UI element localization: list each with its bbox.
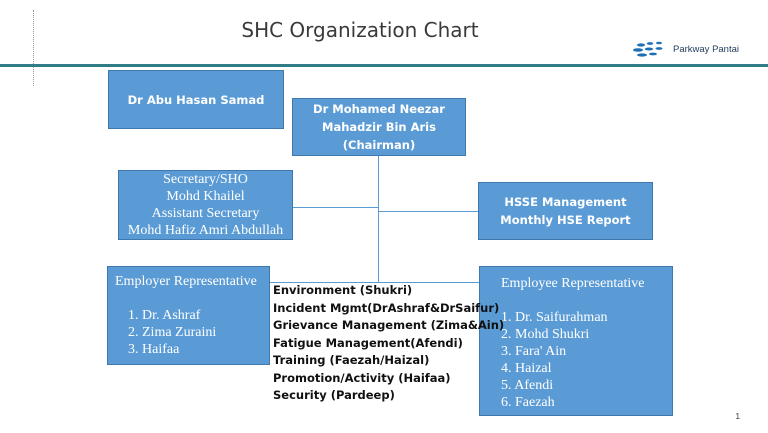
- connector-hsse: [379, 211, 478, 212]
- committee-list: [273, 282, 504, 405]
- hsse-title: HSSE Management: [504, 195, 627, 209]
- advisor-name: Dr Abu Hasan Samad: [127, 92, 265, 107]
- slide-guide: [33, 10, 34, 86]
- employer-rep-member: 3. Haifaa: [128, 342, 180, 357]
- employee-rep-member: 1. Dr. Saifurahman: [501, 310, 608, 325]
- employee-rep-member: 2. Mohd Shukri: [501, 327, 590, 342]
- employer-rep-member: 1. Dr. Ashraf: [128, 308, 201, 323]
- secretary-box: [118, 170, 293, 240]
- committee-item: Incident Mgmt(DrAshraf&DrSaifur): [273, 300, 500, 315]
- hsse-report: Monthly HSE Report: [500, 213, 631, 227]
- parkway-swirl-icon: [632, 40, 670, 60]
- committee-item: Fatigue Management(Afendi): [273, 335, 463, 350]
- assistant-secretary-name: Mohd Hafiz Amri Abdullah: [127, 223, 284, 238]
- employee-rep-member: 3. Fara' Ain: [501, 344, 567, 359]
- secretary-name: Mohd Khailel: [166, 189, 245, 204]
- advisor-box: [108, 70, 284, 129]
- committee-item: Promotion/Activity (Haifaa): [273, 370, 451, 385]
- connector-secretary: [293, 207, 379, 208]
- employee-rep-heading: Employee Representative: [501, 276, 645, 291]
- committee-item: Grievance Management (Zima&Ain): [273, 318, 505, 332]
- chairman-name-line-1: Dr Mohamed Neezar: [313, 102, 445, 116]
- connector-chairman-trunk: [378, 156, 379, 282]
- employer-rep-box: [107, 266, 270, 365]
- page-number: 1: [735, 412, 740, 421]
- header-rule: [0, 64, 768, 67]
- committee-item: Environment (Shukri): [273, 283, 413, 297]
- employer-rep-heading: Employer Representative: [115, 274, 257, 289]
- chairman-name-line-2: Mahadzir Bin Aris: [322, 120, 436, 134]
- page-title: SHC Organization Chart: [241, 18, 479, 42]
- employer-rep-member: 2. Zima Zuraini: [128, 325, 217, 340]
- employee-rep-member: 6. Faezah: [501, 395, 555, 410]
- brand-logo-text: Parkway Pantai: [673, 44, 740, 55]
- hsse-box: [478, 182, 653, 240]
- employee-rep-member: 4. Haizal: [501, 361, 552, 376]
- employee-rep-member: 5. Afendi: [501, 378, 554, 393]
- chairman-role: (Chairman): [342, 138, 416, 152]
- secretary-role: Secretary/SHO: [163, 172, 248, 187]
- assistant-secretary-role: Assistant Secretary: [151, 206, 260, 221]
- employee-rep-box: [479, 266, 673, 416]
- committee-item: Security (Pardeep): [273, 388, 395, 402]
- committee-item: Training (Faezah/Haizal): [273, 353, 430, 367]
- chairman-box: [292, 98, 466, 156]
